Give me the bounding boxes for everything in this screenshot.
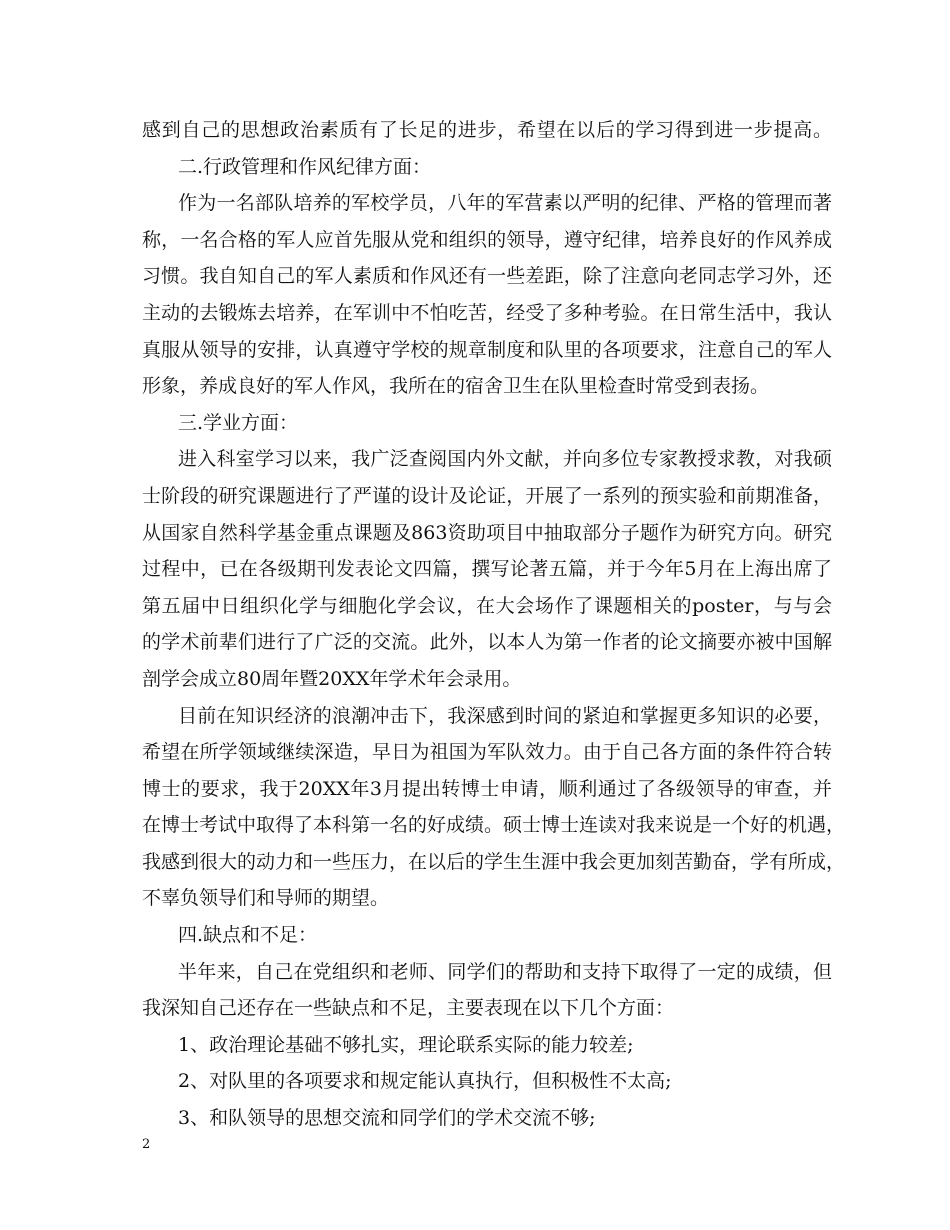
document-body — [142, 112, 846, 1137]
body-text-line: 第五届中日组织化学与细胞化学会议，在大会场作了课题相关的poster，与与会 — [142, 594, 832, 617]
body-text-line: 真服从领导的安排，认真遵守学校的规章制度和队里的各项要求，注意自己的军人 — [142, 338, 832, 361]
section-heading: 二.行政管理和作风纪律方面： — [178, 155, 432, 178]
body-text-line: 希望在所学领域继续深造，早日为祖国为军队效力。由于自己各方面的条件符合转 — [142, 741, 832, 764]
list-item: 1、政治理论基础不够扎实，理论联系实际的能力较差; — [178, 1033, 634, 1056]
list-item: 3、和队领导的思想交流和同学们的学术交流不够; — [178, 1107, 596, 1130]
body-text-line: 感到自己的思想政治素质有了长足的进步，希望在以后的学习得到进一步提高。 — [142, 119, 832, 141]
body-text-line: 士阶段的研究课题进行了严谨的设计及论证，开展了一系列的预实验和前期准备， — [142, 484, 832, 507]
body-text-line: 我深知自己还存在一些缺点和不足，主要表现在以下几个方面： — [142, 997, 675, 1020]
body-text-line: 主动的去锻炼去培养，在军训中不怕吃苦，经受了多种考验。在日常生活中，我认 — [142, 301, 832, 324]
body-text-line: 习惯。我自知自己的军人素质和作风还有一些差距，除了注意向老同志学习外，还 — [142, 265, 832, 288]
body-text-line: 形象，养成良好的军人作风，我所在的宿舍卫生在队里检查时常受到表扬。 — [142, 375, 770, 398]
body-text-line: 不辜负领导们和导师的期望。 — [142, 887, 390, 910]
body-text-line: 半年来，自己在党组织和老师、同学们的帮助和支持下取得了一定的成绩，但 — [178, 960, 832, 983]
section-heading: 四.缺点和不足： — [178, 924, 318, 947]
body-text-line: 在博士考试中取得了本科第一名的好成绩。硕士博士连读对我来说是一个好的机遇， — [142, 814, 846, 837]
list-item: 2、对队里的各项要求和规定能认真执行，但积极性不太高; — [178, 1070, 672, 1093]
body-text-line: 博士的要求，我于20XX年3月提出转博士申请，顺利通过了各级领导的审查，并 — [142, 777, 832, 800]
body-text-line: 从国家自然科学基金重点课题及863资助项目中抽取部分子题作为研究方向。研究 — [142, 521, 832, 544]
body-text-line: 过程中，已在各级期刊发表论文四篇，撰写论著五篇，并于今年5月在上海出席了 — [142, 558, 832, 581]
section-heading: 三.学业方面： — [178, 411, 299, 434]
body-text-line: 我感到很大的动力和一些压力，在以后的学生生涯中我会更加刻苦勤奋，学有所成， — [142, 850, 846, 873]
body-text-line: 称，一名合格的军人应首先服从党和组织的领导，遵守纪律，培养良好的作风养成 — [142, 228, 832, 251]
body-text-line: 进入科室学习以来，我广泛查阅国内外文献，并向多位专家教授求教，对我硕 — [178, 448, 832, 471]
page-number: 2 — [142, 1137, 151, 1152]
body-text-line: 目前在知识经济的浪潮冲击下，我深感到时间的紧迫和掌握更多知识的必要， — [178, 704, 832, 727]
body-text-line: 剖学会成立80周年暨20XX年学术年会录用。 — [142, 667, 522, 690]
body-text-line: 的学术前辈们进行了广泛的交流。此外，以本人为第一作者的论文摘要亦被中国解 — [142, 631, 832, 654]
body-text-line: 作为一名部队培养的军校学员，八年的军营素以严明的纪律、严格的管理而著 — [178, 192, 832, 215]
